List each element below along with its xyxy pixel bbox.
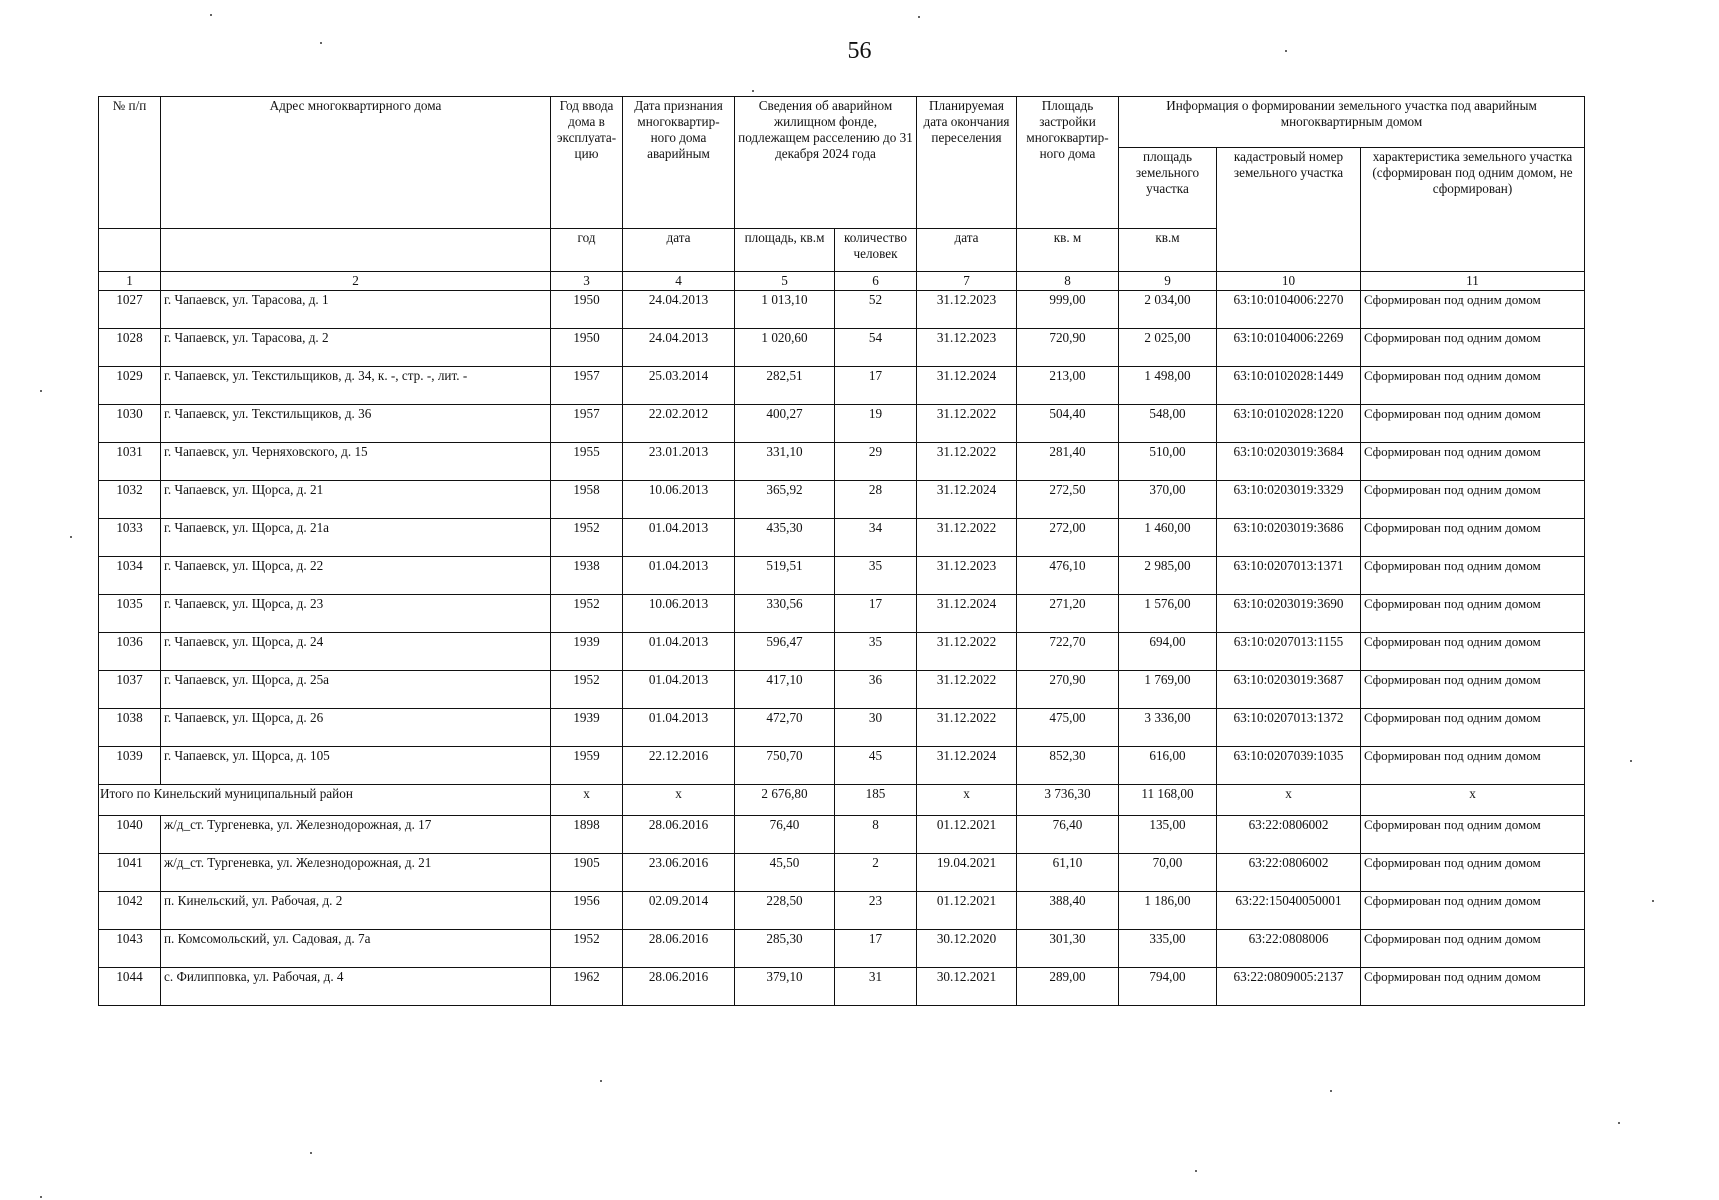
cadastral-cell: 63:10:0203019:3329 bbox=[1217, 481, 1361, 519]
recognition-date-cell: 25.03.2014 bbox=[623, 367, 735, 405]
recognition-date-cell: 24.04.2013 bbox=[623, 291, 735, 329]
header-commission-year: Год ввода дома в эксплуата-цию bbox=[551, 97, 623, 229]
table-row bbox=[99, 816, 1585, 854]
unit-empty-address bbox=[161, 229, 551, 272]
table-row bbox=[99, 557, 1585, 595]
table-row bbox=[99, 633, 1585, 671]
column-number: 1 bbox=[99, 272, 161, 291]
column-number: 3 bbox=[551, 272, 623, 291]
row-number: 1034 bbox=[99, 557, 161, 595]
built-area-cell: 270,90 bbox=[1017, 671, 1119, 709]
characteristic-cell: Сформирован под одним домом bbox=[1361, 671, 1585, 709]
area-cell: 435,30 bbox=[735, 519, 835, 557]
column-number: 5 bbox=[735, 272, 835, 291]
column-number: 8 bbox=[1017, 272, 1119, 291]
people-cell: 35 bbox=[835, 557, 917, 595]
people-cell: 28 bbox=[835, 481, 917, 519]
header-land-characteristic: характеристика земельного участка (сформирован под одним домом, не сформирован) bbox=[1361, 148, 1585, 272]
column-number: 4 bbox=[623, 272, 735, 291]
land-area-cell: 1 460,00 bbox=[1119, 519, 1217, 557]
cadastral-cell: 63:10:0207013:1155 bbox=[1217, 633, 1361, 671]
year-cell: 1956 bbox=[551, 892, 623, 930]
total-row bbox=[99, 785, 1585, 816]
address-cell: г. Чапаевск, ул. Черняховского, д. 15 bbox=[161, 443, 551, 481]
built-area-cell: 476,10 bbox=[1017, 557, 1119, 595]
land-area-cell: 548,00 bbox=[1119, 405, 1217, 443]
address-cell: г. Чапаевск, ул. Текстильщиков, д. 36 bbox=[161, 405, 551, 443]
row-number: 1028 bbox=[99, 329, 161, 367]
characteristic-cell: Сформирован под одним домом bbox=[1361, 519, 1585, 557]
row-number: 1040 bbox=[99, 816, 161, 854]
people-cell: 2 bbox=[835, 854, 917, 892]
unit-date: дата bbox=[623, 229, 735, 272]
row-number: 1044 bbox=[99, 968, 161, 1006]
recognition-date-cell: 24.04.2013 bbox=[623, 329, 735, 367]
planned-date-cell: 31.12.2022 bbox=[917, 709, 1017, 747]
cadastral-cell: 63:10:0203019:3684 bbox=[1217, 443, 1361, 481]
table-row bbox=[99, 481, 1585, 519]
recognition-date-cell: 23.01.2013 bbox=[623, 443, 735, 481]
year-cell: 1950 bbox=[551, 291, 623, 329]
total-year-cell: х bbox=[551, 785, 623, 816]
recognition-date-cell: 01.04.2013 bbox=[623, 709, 735, 747]
address-cell: г. Чапаевск, ул. Щорса, д. 25а bbox=[161, 671, 551, 709]
people-cell: 34 bbox=[835, 519, 917, 557]
row-number: 1031 bbox=[99, 443, 161, 481]
total-land-cell: 11 168,00 bbox=[1119, 785, 1217, 816]
planned-date-cell: 30.12.2021 bbox=[917, 968, 1017, 1006]
row-number: 1042 bbox=[99, 892, 161, 930]
recognition-date-cell: 23.06.2016 bbox=[623, 854, 735, 892]
people-cell: 35 bbox=[835, 633, 917, 671]
people-cell: 36 bbox=[835, 671, 917, 709]
area-cell: 45,50 bbox=[735, 854, 835, 892]
people-cell: 31 bbox=[835, 968, 917, 1006]
address-cell: с. Филипповка, ул. Рабочая, д. 4 bbox=[161, 968, 551, 1006]
built-area-cell: 722,70 bbox=[1017, 633, 1119, 671]
row-number: 1043 bbox=[99, 930, 161, 968]
built-area-cell: 301,30 bbox=[1017, 930, 1119, 968]
built-area-cell: 852,30 bbox=[1017, 747, 1119, 785]
year-cell: 1939 bbox=[551, 709, 623, 747]
area-cell: 285,30 bbox=[735, 930, 835, 968]
cadastral-cell: 63:22:0808006 bbox=[1217, 930, 1361, 968]
planned-date-cell: 31.12.2022 bbox=[917, 405, 1017, 443]
header-planned-date: Планируемая дата окончания переселения bbox=[917, 97, 1017, 229]
cadastral-cell: 63:10:0104006:2269 bbox=[1217, 329, 1361, 367]
address-cell: г. Чапаевск, ул. Щорса, д. 22 bbox=[161, 557, 551, 595]
people-cell: 17 bbox=[835, 930, 917, 968]
land-area-cell: 1 186,00 bbox=[1119, 892, 1217, 930]
planned-date-cell: 31.12.2022 bbox=[917, 519, 1017, 557]
table-row bbox=[99, 405, 1585, 443]
area-cell: 331,10 bbox=[735, 443, 835, 481]
year-cell: 1962 bbox=[551, 968, 623, 1006]
land-area-cell: 3 336,00 bbox=[1119, 709, 1217, 747]
recognition-date-cell: 01.04.2013 bbox=[623, 633, 735, 671]
cadastral-cell: 63:10:0203019:3690 bbox=[1217, 595, 1361, 633]
column-number: 9 bbox=[1119, 272, 1217, 291]
unit-built-area: кв. м bbox=[1017, 229, 1119, 272]
table-row bbox=[99, 367, 1585, 405]
people-cell: 45 bbox=[835, 747, 917, 785]
year-cell: 1950 bbox=[551, 329, 623, 367]
column-number: 7 bbox=[917, 272, 1017, 291]
column-number-row bbox=[99, 272, 1585, 291]
row-number: 1029 bbox=[99, 367, 161, 405]
built-area-cell: 281,40 bbox=[1017, 443, 1119, 481]
planned-date-cell: 30.12.2020 bbox=[917, 930, 1017, 968]
total-date-cell: х bbox=[623, 785, 735, 816]
land-area-cell: 694,00 bbox=[1119, 633, 1217, 671]
built-area-cell: 720,90 bbox=[1017, 329, 1119, 367]
total-cadastral-cell: х bbox=[1217, 785, 1361, 816]
address-cell: г. Чапаевск, ул. Щорса, д. 105 bbox=[161, 747, 551, 785]
total-people-cell: 185 bbox=[835, 785, 917, 816]
planned-date-cell: 31.12.2024 bbox=[917, 367, 1017, 405]
cadastral-cell: 63:10:0104006:2270 bbox=[1217, 291, 1361, 329]
total-area-cell: 2 676,80 bbox=[735, 785, 835, 816]
recognition-date-cell: 22.12.2016 bbox=[623, 747, 735, 785]
table-row bbox=[99, 930, 1585, 968]
header-cadastral-number: кадастровый номер земельного участка bbox=[1217, 148, 1361, 272]
land-area-cell: 794,00 bbox=[1119, 968, 1217, 1006]
year-cell: 1952 bbox=[551, 595, 623, 633]
table-row bbox=[99, 519, 1585, 557]
address-cell: г. Чапаевск, ул. Текстильщиков, д. 34, к. -, стр. -, лит. - bbox=[161, 367, 551, 405]
characteristic-cell: Сформирован под одним домом bbox=[1361, 367, 1585, 405]
unit-area: площадь, кв.м bbox=[735, 229, 835, 272]
year-cell: 1957 bbox=[551, 405, 623, 443]
built-area-cell: 475,00 bbox=[1017, 709, 1119, 747]
row-number: 1037 bbox=[99, 671, 161, 709]
address-cell: п. Комсомольский, ул. Садовая, д. 7а bbox=[161, 930, 551, 968]
planned-date-cell: 31.12.2024 bbox=[917, 481, 1017, 519]
planned-date-cell: 31.12.2024 bbox=[917, 747, 1017, 785]
built-area-cell: 61,10 bbox=[1017, 854, 1119, 892]
address-cell: г. Чапаевск, ул. Тарасова, д. 2 bbox=[161, 329, 551, 367]
cadastral-cell: 63:22:0809005:2137 bbox=[1217, 968, 1361, 1006]
characteristic-cell: Сформирован под одним домом bbox=[1361, 816, 1585, 854]
land-area-cell: 1 769,00 bbox=[1119, 671, 1217, 709]
people-cell: 17 bbox=[835, 367, 917, 405]
table-row bbox=[99, 443, 1585, 481]
year-cell: 1938 bbox=[551, 557, 623, 595]
area-cell: 228,50 bbox=[735, 892, 835, 930]
characteristic-cell: Сформирован под одним домом bbox=[1361, 968, 1585, 1006]
table-row bbox=[99, 968, 1585, 1006]
year-cell: 1959 bbox=[551, 747, 623, 785]
address-cell: г. Чапаевск, ул. Щорса, д. 21 bbox=[161, 481, 551, 519]
row-number: 1041 bbox=[99, 854, 161, 892]
people-cell: 8 bbox=[835, 816, 917, 854]
built-area-cell: 76,40 bbox=[1017, 816, 1119, 854]
recognition-date-cell: 28.06.2016 bbox=[623, 968, 735, 1006]
year-cell: 1952 bbox=[551, 671, 623, 709]
characteristic-cell: Сформирован под одним домом bbox=[1361, 892, 1585, 930]
recognition-date-cell: 28.06.2016 bbox=[623, 816, 735, 854]
recognition-date-cell: 02.09.2014 bbox=[623, 892, 735, 930]
land-area-cell: 1 498,00 bbox=[1119, 367, 1217, 405]
row-number: 1035 bbox=[99, 595, 161, 633]
table-row bbox=[99, 747, 1585, 785]
area-cell: 400,27 bbox=[735, 405, 835, 443]
area-cell: 417,10 bbox=[735, 671, 835, 709]
unit-people: количество человек bbox=[835, 229, 917, 272]
unit-empty-num bbox=[99, 229, 161, 272]
column-number: 11 bbox=[1361, 272, 1585, 291]
built-area-cell: 289,00 bbox=[1017, 968, 1119, 1006]
land-area-cell: 135,00 bbox=[1119, 816, 1217, 854]
land-area-cell: 335,00 bbox=[1119, 930, 1217, 968]
cadastral-cell: 63:22:0806002 bbox=[1217, 854, 1361, 892]
built-area-cell: 504,40 bbox=[1017, 405, 1119, 443]
characteristic-cell: Сформирован под одним домом bbox=[1361, 481, 1585, 519]
unit-planned-date: дата bbox=[917, 229, 1017, 272]
row-number: 1032 bbox=[99, 481, 161, 519]
page-number: 56 bbox=[847, 38, 872, 64]
address-cell: ж/д_ст. Тургеневка, ул. Железнодорожная, д. 21 bbox=[161, 854, 551, 892]
characteristic-cell: Сформирован под одним домом bbox=[1361, 329, 1585, 367]
land-area-cell: 70,00 bbox=[1119, 854, 1217, 892]
planned-date-cell: 01.12.2021 bbox=[917, 816, 1017, 854]
row-number: 1030 bbox=[99, 405, 161, 443]
header-land-plot-group: Информация о формировании земельного участка под аварийным многоквартирным домом bbox=[1119, 97, 1585, 148]
people-cell: 17 bbox=[835, 595, 917, 633]
cadastral-cell: 63:10:0102028:1449 bbox=[1217, 367, 1361, 405]
year-cell: 1955 bbox=[551, 443, 623, 481]
year-cell: 1958 bbox=[551, 481, 623, 519]
unit-year: год bbox=[551, 229, 623, 272]
recognition-date-cell: 10.06.2013 bbox=[623, 595, 735, 633]
characteristic-cell: Сформирован под одним домом bbox=[1361, 930, 1585, 968]
area-cell: 1 013,10 bbox=[735, 291, 835, 329]
address-cell: г. Чапаевск, ул. Щорса, д. 26 bbox=[161, 709, 551, 747]
characteristic-cell: Сформирован под одним домом bbox=[1361, 747, 1585, 785]
recognition-date-cell: 01.04.2013 bbox=[623, 519, 735, 557]
built-area-cell: 999,00 bbox=[1017, 291, 1119, 329]
recognition-date-cell: 28.06.2016 bbox=[623, 930, 735, 968]
planned-date-cell: 31.12.2024 bbox=[917, 595, 1017, 633]
row-number: 1039 bbox=[99, 747, 161, 785]
header-land-area: площадь земельного участка bbox=[1119, 148, 1217, 229]
year-cell: 1939 bbox=[551, 633, 623, 671]
unit-land-area: кв.м bbox=[1119, 229, 1217, 272]
area-cell: 519,51 bbox=[735, 557, 835, 595]
address-cell: г. Чапаевск, ул. Щорса, д. 21а bbox=[161, 519, 551, 557]
address-cell: г. Чапаевск, ул. Тарасова, д. 1 bbox=[161, 291, 551, 329]
people-cell: 54 bbox=[835, 329, 917, 367]
area-cell: 282,51 bbox=[735, 367, 835, 405]
header-built-area: Площадь застройки многоквартир-ного дома bbox=[1017, 97, 1119, 229]
cadastral-cell: 63:10:0207039:1035 bbox=[1217, 747, 1361, 785]
column-number: 6 bbox=[835, 272, 917, 291]
area-cell: 1 020,60 bbox=[735, 329, 835, 367]
built-area-cell: 388,40 bbox=[1017, 892, 1119, 930]
area-cell: 750,70 bbox=[735, 747, 835, 785]
recognition-date-cell: 10.06.2013 bbox=[623, 481, 735, 519]
table-row bbox=[99, 291, 1585, 329]
cadastral-cell: 63:10:0207013:1372 bbox=[1217, 709, 1361, 747]
header-address: Адрес многоквартирного дома bbox=[161, 97, 551, 229]
people-cell: 52 bbox=[835, 291, 917, 329]
table-row bbox=[99, 329, 1585, 367]
address-cell: п. Кинельский, ул. Рабочая, д. 2 bbox=[161, 892, 551, 930]
built-area-cell: 213,00 bbox=[1017, 367, 1119, 405]
built-area-cell: 272,00 bbox=[1017, 519, 1119, 557]
land-area-cell: 2 025,00 bbox=[1119, 329, 1217, 367]
built-area-cell: 271,20 bbox=[1017, 595, 1119, 633]
planned-date-cell: 19.04.2021 bbox=[917, 854, 1017, 892]
people-cell: 23 bbox=[835, 892, 917, 930]
built-area-cell: 272,50 bbox=[1017, 481, 1119, 519]
row-number: 1033 bbox=[99, 519, 161, 557]
cadastral-cell: 63:10:0102028:1220 bbox=[1217, 405, 1361, 443]
header-row-number: № п/п bbox=[99, 97, 161, 229]
column-number: 10 bbox=[1217, 272, 1361, 291]
characteristic-cell: Сформирован под одним домом bbox=[1361, 557, 1585, 595]
land-area-cell: 370,00 bbox=[1119, 481, 1217, 519]
area-cell: 76,40 bbox=[735, 816, 835, 854]
header-recognition-date: Дата признания многоквартир-ного дома аварийным bbox=[623, 97, 735, 229]
emergency-housing-table bbox=[98, 96, 1585, 1006]
planned-date-cell: 31.12.2022 bbox=[917, 671, 1017, 709]
row-number: 1027 bbox=[99, 291, 161, 329]
year-cell: 1898 bbox=[551, 816, 623, 854]
table-row bbox=[99, 892, 1585, 930]
planned-date-cell: 31.12.2023 bbox=[917, 291, 1017, 329]
total-planned-cell: х bbox=[917, 785, 1017, 816]
year-cell: 1905 bbox=[551, 854, 623, 892]
address-cell: г. Чапаевск, ул. Щорса, д. 23 bbox=[161, 595, 551, 633]
area-cell: 379,10 bbox=[735, 968, 835, 1006]
land-area-cell: 1 576,00 bbox=[1119, 595, 1217, 633]
people-cell: 30 bbox=[835, 709, 917, 747]
area-cell: 596,47 bbox=[735, 633, 835, 671]
characteristic-cell: Сформирован под одним домом bbox=[1361, 405, 1585, 443]
cadastral-cell: 63:10:0203019:3687 bbox=[1217, 671, 1361, 709]
recognition-date-cell: 01.04.2013 bbox=[623, 557, 735, 595]
land-area-cell: 616,00 bbox=[1119, 747, 1217, 785]
land-area-cell: 510,00 bbox=[1119, 443, 1217, 481]
address-cell: г. Чапаевск, ул. Щорса, д. 24 bbox=[161, 633, 551, 671]
characteristic-cell: Сформирован под одним домом bbox=[1361, 291, 1585, 329]
table-row bbox=[99, 595, 1585, 633]
table-row bbox=[99, 709, 1585, 747]
area-cell: 330,56 bbox=[735, 595, 835, 633]
column-number: 2 bbox=[161, 272, 551, 291]
year-cell: 1952 bbox=[551, 930, 623, 968]
table-row bbox=[99, 854, 1585, 892]
row-number: 1036 bbox=[99, 633, 161, 671]
area-cell: 472,70 bbox=[735, 709, 835, 747]
characteristic-cell: Сформирован под одним домом bbox=[1361, 633, 1585, 671]
year-cell: 1957 bbox=[551, 367, 623, 405]
planned-date-cell: 31.12.2023 bbox=[917, 329, 1017, 367]
total-built-cell: 3 736,30 bbox=[1017, 785, 1119, 816]
planned-date-cell: 01.12.2021 bbox=[917, 892, 1017, 930]
recognition-date-cell: 01.04.2013 bbox=[623, 671, 735, 709]
area-cell: 365,92 bbox=[735, 481, 835, 519]
planned-date-cell: 31.12.2023 bbox=[917, 557, 1017, 595]
recognition-date-cell: 22.02.2012 bbox=[623, 405, 735, 443]
cadastral-cell: 63:10:0207013:1371 bbox=[1217, 557, 1361, 595]
cadastral-cell: 63:22:0806002 bbox=[1217, 816, 1361, 854]
planned-date-cell: 31.12.2022 bbox=[917, 633, 1017, 671]
table-row bbox=[99, 671, 1585, 709]
characteristic-cell: Сформирован под одним домом bbox=[1361, 595, 1585, 633]
row-number: 1038 bbox=[99, 709, 161, 747]
year-cell: 1952 bbox=[551, 519, 623, 557]
characteristic-cell: Сформирован под одним домом bbox=[1361, 443, 1585, 481]
total-char-cell: х bbox=[1361, 785, 1585, 816]
characteristic-cell: Сформирован под одним домом bbox=[1361, 709, 1585, 747]
characteristic-cell: Сформирован под одним домом bbox=[1361, 854, 1585, 892]
total-label: Итого по Кинельский муниципальный район bbox=[99, 785, 551, 816]
header-fund-info: Сведения об аварийном жилищном фонде, подлежащем расселению до 31 декабря 2024 года bbox=[735, 97, 917, 229]
cadastral-cell: 63:22:15040050001 bbox=[1217, 892, 1361, 930]
people-cell: 19 bbox=[835, 405, 917, 443]
address-cell: ж/д_ст. Тургеневка, ул. Железнодорожная, д. 17 bbox=[161, 816, 551, 854]
land-area-cell: 2 985,00 bbox=[1119, 557, 1217, 595]
cadastral-cell: 63:10:0203019:3686 bbox=[1217, 519, 1361, 557]
planned-date-cell: 31.12.2022 bbox=[917, 443, 1017, 481]
land-area-cell: 2 034,00 bbox=[1119, 291, 1217, 329]
people-cell: 29 bbox=[835, 443, 917, 481]
